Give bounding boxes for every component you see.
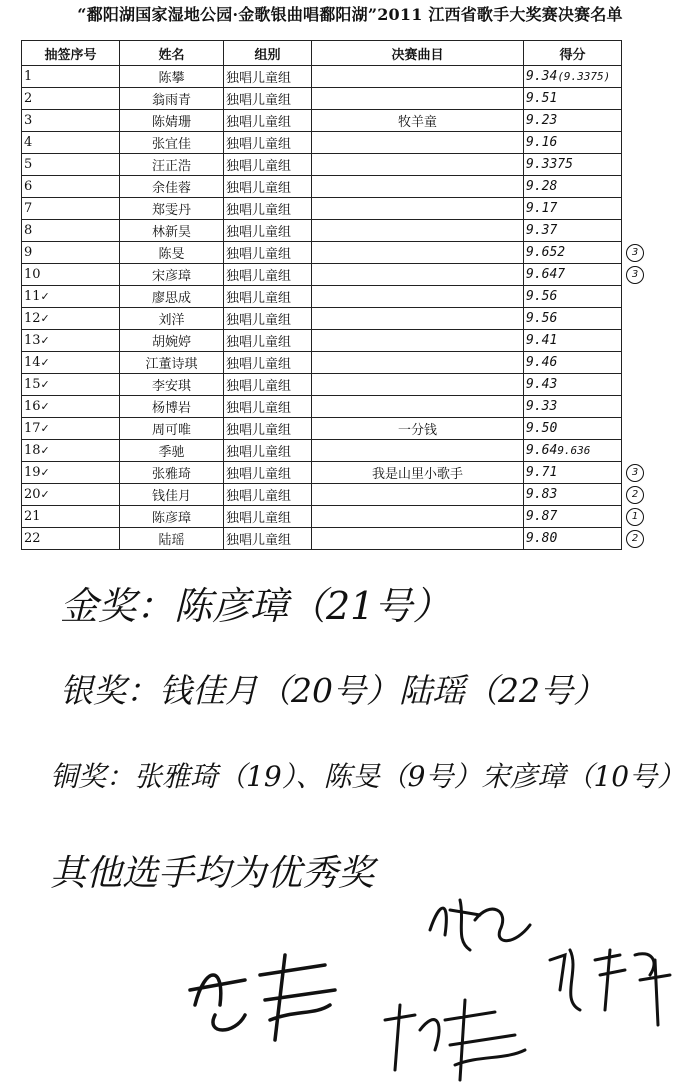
draw-number-cell: [22, 396, 120, 418]
check-mark: ✓: [40, 444, 50, 457]
draw-number-cell: [22, 154, 120, 176]
score-value: 9.80: [526, 531, 558, 546]
draw-number: 21: [24, 509, 41, 524]
score-cell: [524, 506, 622, 528]
score-cell: [524, 242, 622, 264]
score-cell: [524, 528, 622, 550]
score-cell: [524, 286, 622, 308]
draw-number: 12: [24, 311, 41, 326]
table-row: [22, 88, 622, 110]
draw-number-cell: [22, 374, 120, 396]
rank-mark: 3: [626, 244, 644, 262]
draw-number: 19: [24, 465, 41, 480]
check-mark: ✓: [40, 290, 50, 303]
table-row: [22, 286, 622, 308]
song-cell: 牧羊童: [312, 110, 524, 132]
table-row: [22, 220, 622, 242]
table-row: [22, 198, 622, 220]
score-cell: [524, 440, 622, 462]
contestant-name: 季驰: [120, 440, 224, 462]
silver-award-note: 银奖：钱佳月（20号）陆瑶（22号）: [60, 671, 606, 710]
table-row: [22, 374, 622, 396]
score-note: (9.3375): [557, 70, 611, 83]
score-value: 9.33: [526, 399, 558, 414]
check-mark: ✓: [40, 356, 50, 369]
contestant-name: 余佳蓉: [120, 176, 224, 198]
table-row: [22, 264, 622, 286]
table-row: [22, 418, 622, 440]
other-award-note: 其他选手均为优秀奖: [50, 853, 375, 894]
score-cell: [524, 352, 622, 374]
draw-number-cell: [22, 88, 120, 110]
group-cell: 独唱儿童组: [224, 88, 312, 110]
judge-signature-1: [420, 890, 540, 960]
bronze-award-note: 铜奖：张雅琦（19）、陈旻（9号）宋彦璋（10号）: [50, 760, 686, 793]
table-row: [22, 506, 622, 528]
score-value: 9.71: [526, 465, 558, 480]
score-cell: [524, 462, 622, 484]
draw-number-cell: [22, 66, 120, 88]
draw-number-cell: [22, 440, 120, 462]
check-mark: ✓: [40, 422, 50, 435]
check-mark: ✓: [40, 466, 50, 479]
draw-number: 4: [24, 135, 33, 150]
score-value: 9.37: [526, 223, 558, 238]
table-row: [22, 176, 622, 198]
score-cell: [524, 66, 622, 88]
group-cell: 独唱儿童组: [224, 66, 312, 88]
check-mark: ✓: [40, 378, 50, 391]
song-cell: [312, 308, 524, 330]
header-score: 得分: [524, 41, 622, 66]
contestant-name: 陈婧珊: [120, 110, 224, 132]
table-row: [22, 352, 622, 374]
song-cell: [312, 506, 524, 528]
draw-number: 3: [24, 113, 33, 128]
score-value: 9.83: [526, 487, 558, 502]
table-row: [22, 110, 622, 132]
score-value: 9.51: [526, 91, 558, 106]
score-value: 9.34: [526, 69, 558, 84]
song-cell: [312, 198, 524, 220]
group-cell: 独唱儿童组: [224, 374, 312, 396]
table-row: [22, 154, 622, 176]
gold-award-note: 金奖：陈彦璋（21号）: [60, 584, 451, 628]
song-cell: [312, 154, 524, 176]
score-value: 9.43: [526, 377, 558, 392]
draw-number: 16: [24, 399, 41, 414]
check-mark: ✓: [40, 400, 50, 413]
draw-number: 6: [24, 179, 33, 194]
table-row: [22, 440, 622, 462]
group-cell: 独唱儿童组: [224, 176, 312, 198]
group-cell: 独唱儿童组: [224, 506, 312, 528]
group-cell: 独唱儿童组: [224, 396, 312, 418]
draw-number: 10: [24, 267, 41, 282]
score-cell: [524, 220, 622, 242]
draw-number: 15: [24, 377, 41, 392]
score-value: 9.46: [526, 355, 558, 370]
draw-number: 2: [24, 91, 33, 106]
score-value: 9.3375: [526, 157, 573, 172]
header-draw-number: 抽签序号: [22, 41, 120, 66]
contestant-name: 杨博岩: [120, 396, 224, 418]
rank-mark: 1: [626, 508, 644, 526]
draw-number: 13: [24, 333, 41, 348]
score-value: 9.64: [526, 443, 558, 458]
page-title: “鄱阳湖国家湿地公园·金歌银曲唱鄱阳湖”2011 江西省歌手大奖赛决赛名单: [77, 5, 623, 24]
group-cell: 独唱儿童组: [224, 220, 312, 242]
table-row: [22, 462, 622, 484]
score-note: 9.636: [557, 444, 591, 457]
draw-number: 20: [24, 487, 41, 502]
contestant-name: 张宜佳: [120, 132, 224, 154]
group-cell: 独唱儿童组: [224, 484, 312, 506]
judge-signature-3: [175, 945, 345, 1045]
draw-number: 18: [24, 443, 41, 458]
group-cell: 独唱儿童组: [224, 198, 312, 220]
draw-number-cell: [22, 528, 120, 550]
table-row: [22, 330, 622, 352]
header-group: 组别: [224, 41, 312, 66]
song-cell: 我是山里小歌手: [312, 462, 524, 484]
contestant-name: 张雅琦: [120, 462, 224, 484]
song-cell: [312, 396, 524, 418]
table-row: [22, 484, 622, 506]
contestant-name: 陆瑶: [120, 528, 224, 550]
contestant-name: 郑雯丹: [120, 198, 224, 220]
draw-number-cell: [22, 242, 120, 264]
score-cell: [524, 418, 622, 440]
group-cell: 独唱儿童组: [224, 352, 312, 374]
draw-number-cell: [22, 110, 120, 132]
table-header-row: [22, 41, 622, 66]
contestant-name: 李安琪: [120, 374, 224, 396]
draw-number-cell: [22, 132, 120, 154]
score-cell: [524, 176, 622, 198]
check-mark: ✓: [40, 488, 50, 501]
score-cell: [524, 264, 622, 286]
draw-number-cell: [22, 286, 120, 308]
score-value: 9.16: [526, 135, 558, 150]
group-cell: 独唱儿童组: [224, 154, 312, 176]
score-cell: [524, 132, 622, 154]
song-cell: [312, 330, 524, 352]
score-cell: [524, 396, 622, 418]
contestant-name: 汪正浩: [120, 154, 224, 176]
judge-signature-2: [540, 930, 690, 1030]
rank-mark: 2: [626, 530, 644, 548]
table-row: [22, 396, 622, 418]
score-value: 9.41: [526, 333, 558, 348]
draw-number: 8: [24, 223, 33, 238]
draw-number-cell: [22, 352, 120, 374]
group-cell: 独唱儿童组: [224, 264, 312, 286]
score-value: 9.56: [526, 311, 558, 326]
score-cell: [524, 110, 622, 132]
rank-mark: 3: [626, 464, 644, 482]
draw-number-cell: [22, 198, 120, 220]
draw-number-cell: [22, 308, 120, 330]
song-cell: [312, 132, 524, 154]
draw-number-cell: [22, 330, 120, 352]
score-value: 9.647: [526, 267, 566, 282]
song-cell: [312, 352, 524, 374]
table-row: [22, 308, 622, 330]
score-cell: [524, 308, 622, 330]
group-cell: 独唱儿童组: [224, 330, 312, 352]
contestant-name: 周可唯: [120, 418, 224, 440]
score-cell: [524, 484, 622, 506]
draw-number: 14: [24, 355, 41, 370]
score-cell: [524, 374, 622, 396]
score-cell: [524, 198, 622, 220]
table-row: [22, 132, 622, 154]
contestant-name: 陈彦璋: [120, 506, 224, 528]
song-cell: [312, 176, 524, 198]
group-cell: 独唱儿童组: [224, 418, 312, 440]
draw-number: 9: [24, 245, 33, 260]
song-cell: [312, 264, 524, 286]
contestant-name: 宋彦璋: [120, 264, 224, 286]
draw-number-cell: [22, 484, 120, 506]
results-table: [21, 40, 622, 550]
song-cell: [312, 66, 524, 88]
rank-mark: 3: [626, 266, 644, 284]
draw-number: 22: [24, 531, 41, 546]
song-cell: [312, 242, 524, 264]
group-cell: 独唱儿童组: [224, 242, 312, 264]
score-value: 9.17: [526, 201, 558, 216]
score-cell: [524, 88, 622, 110]
draw-number-cell: [22, 418, 120, 440]
contestant-name: 钱佳月: [120, 484, 224, 506]
draw-number: 1: [24, 69, 33, 84]
draw-number-cell: [22, 506, 120, 528]
score-value: 9.652: [526, 245, 566, 260]
judge-signature-4: [375, 990, 535, 1085]
rank-mark: 2: [626, 486, 644, 504]
draw-number-cell: [22, 220, 120, 242]
table-row: [22, 66, 622, 88]
song-cell: [312, 440, 524, 462]
song-cell: [312, 88, 524, 110]
header-name: 姓名: [120, 41, 224, 66]
score-value: 9.50: [526, 421, 558, 436]
draw-number: 5: [24, 157, 33, 172]
contestant-name: 廖思成: [120, 286, 224, 308]
group-cell: 独唱儿童组: [224, 110, 312, 132]
song-cell: 一分钱: [312, 418, 524, 440]
contestant-name: 江董诗琪: [120, 352, 224, 374]
song-cell: [312, 484, 524, 506]
song-cell: [312, 220, 524, 242]
draw-number: 17: [24, 421, 41, 436]
contestant-name: 刘洋: [120, 308, 224, 330]
draw-number-cell: [22, 462, 120, 484]
table-row: [22, 242, 622, 264]
group-cell: 独唱儿童组: [224, 440, 312, 462]
score-value: 9.28: [526, 179, 558, 194]
contestant-name: 胡婉婷: [120, 330, 224, 352]
group-cell: 独唱儿童组: [224, 528, 312, 550]
score-value: 9.87: [526, 509, 558, 524]
table-row: [22, 528, 622, 550]
score-cell: [524, 154, 622, 176]
draw-number-cell: [22, 176, 120, 198]
contestant-name: 陈旻: [120, 242, 224, 264]
group-cell: 独唱儿童组: [224, 308, 312, 330]
draw-number: 7: [24, 201, 33, 216]
contestant-name: 陈攀: [120, 66, 224, 88]
score-value: 9.56: [526, 289, 558, 304]
group-cell: 独唱儿童组: [224, 462, 312, 484]
header-song: 决赛曲目: [312, 41, 524, 66]
contestant-name: 林新昊: [120, 220, 224, 242]
draw-number: 11: [24, 289, 41, 304]
contestant-name: 翁雨青: [120, 88, 224, 110]
group-cell: 独唱儿童组: [224, 132, 312, 154]
song-cell: [312, 374, 524, 396]
group-cell: 独唱儿童组: [224, 286, 312, 308]
score-value: 9.23: [526, 113, 558, 128]
song-cell: [312, 528, 524, 550]
score-cell: [524, 330, 622, 352]
draw-number-cell: [22, 264, 120, 286]
song-cell: [312, 286, 524, 308]
check-mark: ✓: [40, 334, 50, 347]
check-mark: ✓: [40, 312, 50, 325]
